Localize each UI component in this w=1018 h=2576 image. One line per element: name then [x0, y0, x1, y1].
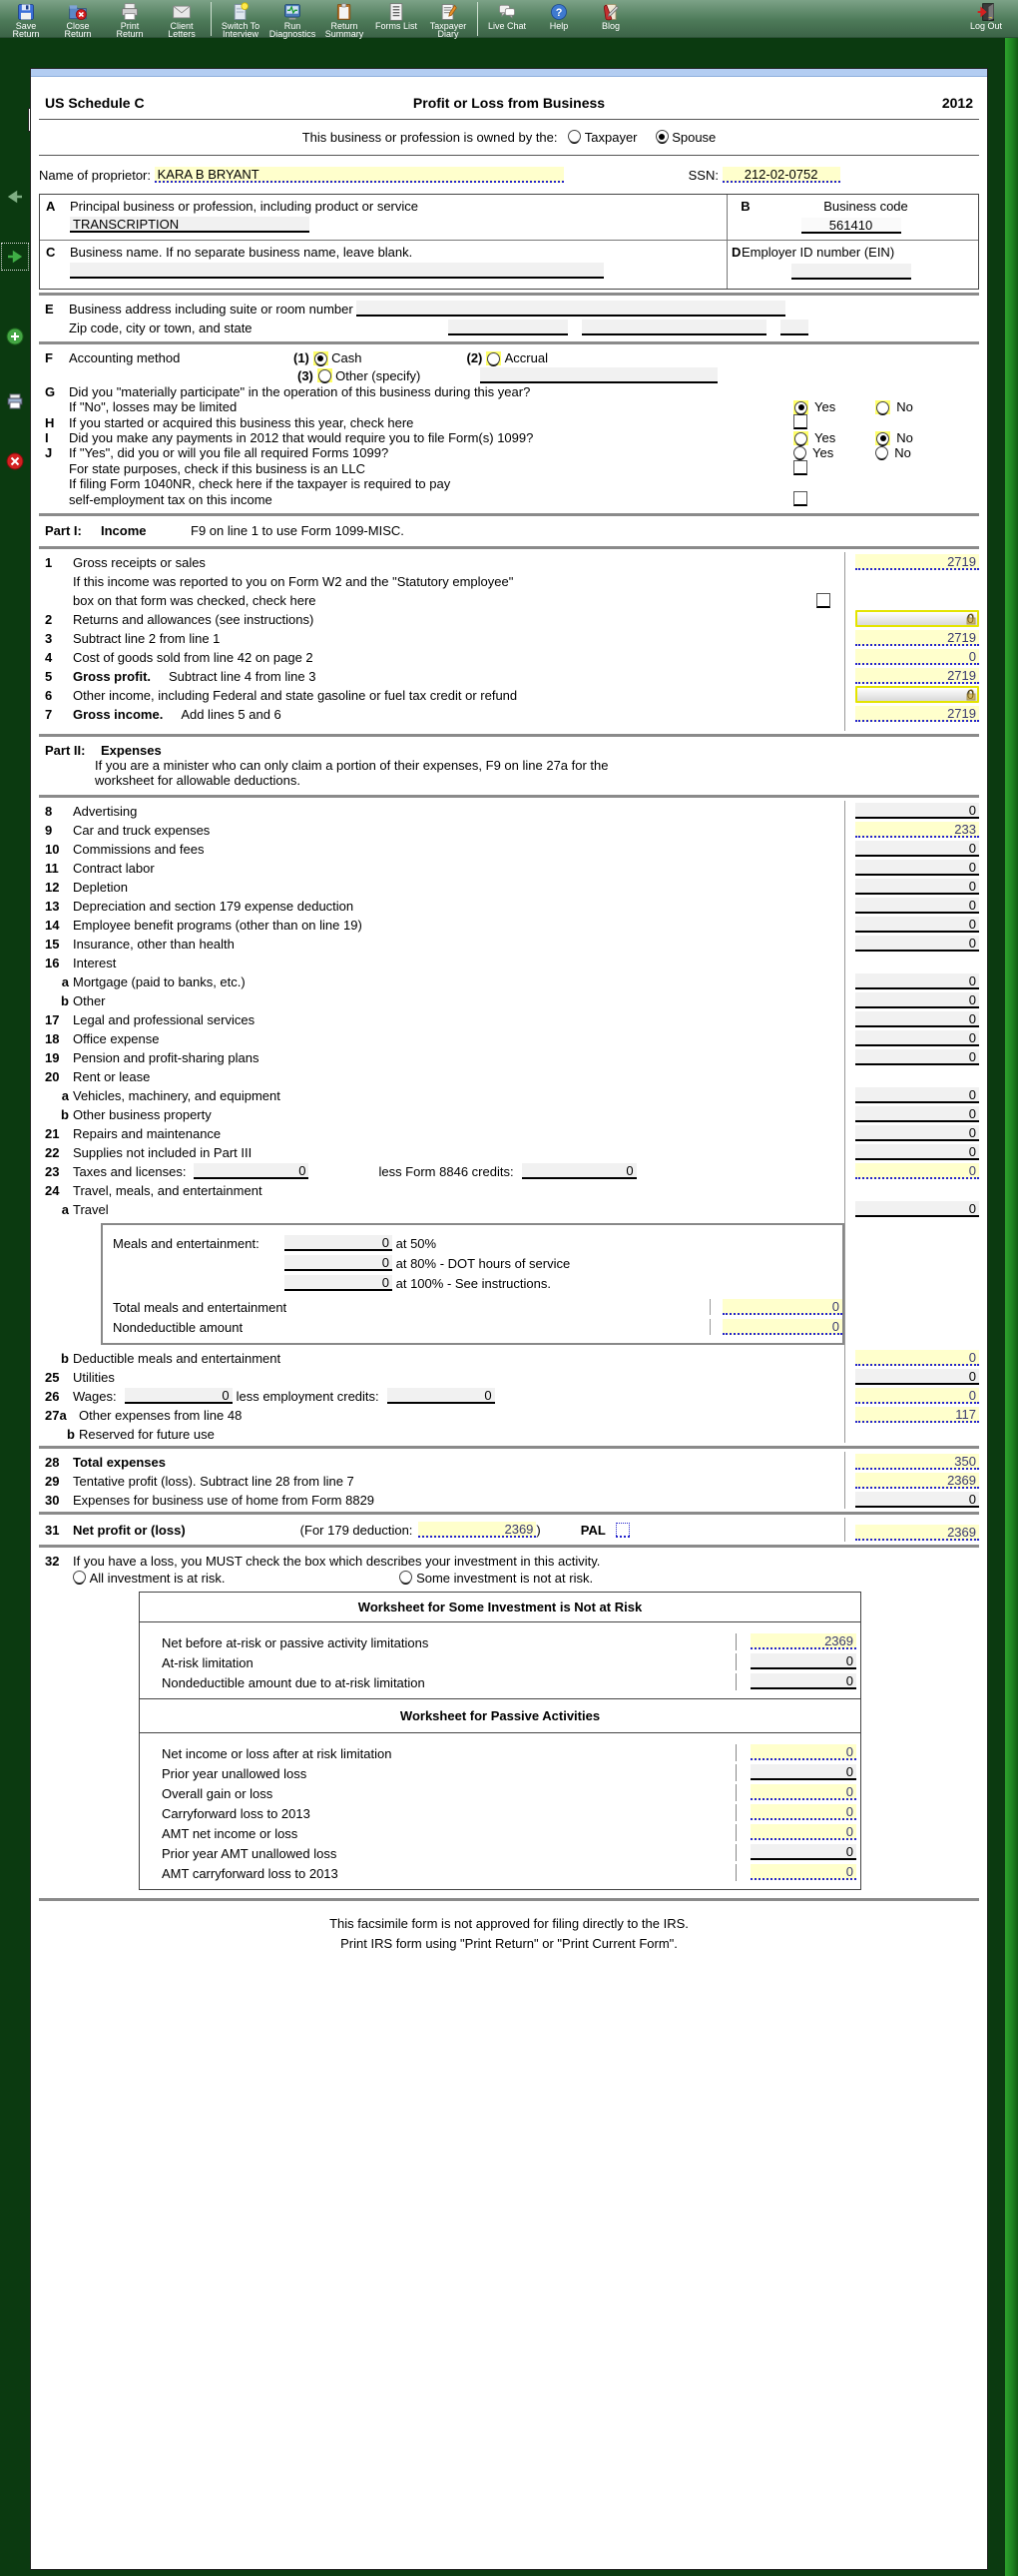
toolbar-label: Save	[15, 21, 37, 31]
main-toolbar	[0, 0, 1018, 38]
carryforward-loss-amount[interactable]: 0	[751, 1804, 856, 1820]
cash-option-label: Cash	[331, 350, 362, 365]
net-profit-label: Net profit or (loss)	[73, 1522, 186, 1538]
form-year: 2012	[941, 95, 973, 111]
schedule-c-form	[30, 68, 988, 2570]
line18-amount[interactable]: 0	[855, 1030, 979, 1046]
accrual-radio[interactable]	[487, 352, 500, 365]
footer-line-2: Print IRS form using "Print Return" or "Print Current Form".	[340, 1936, 678, 1951]
line6-amount[interactable]	[855, 686, 979, 703]
line8-amount[interactable]: 0	[855, 803, 979, 819]
line30-label: Expenses for business use of home from Form 8829	[73, 1493, 375, 1508]
part1-lines: 1 Gross receipts or sales 2719 If this income was reported to you on Form W2 and the "Statutory employee" box on that form was checked, check here 2 Returns and allowances (see instructions) 3 Subtract line 2 from line 1 2719 4 Cost of goods sold from line 42 on page 2 0 5 Gross profit. Subtract line 4 from line 3 2719 6 Other income, including Federal and state gasoline or fuel tax credit or refund 7 Gross income. Add lines 5 and 6 2719	[39, 552, 979, 731]
return-summary-button[interactable]: Return Summary	[318, 2, 370, 38]
material-participate-yes-radio[interactable]	[794, 401, 807, 414]
section-a-label: Principal business or profession, including product or service	[70, 199, 419, 214]
line27a-amount[interactable]: 117	[855, 1407, 979, 1423]
delete-form-icon[interactable]	[6, 452, 24, 470]
svg-text:?: ?	[555, 7, 563, 20]
pal-label: PAL	[580, 1522, 606, 1538]
nondeductible-atrisk-amount[interactable]: 0	[751, 1673, 856, 1689]
help-icon	[548, 2, 570, 22]
meals-box-row	[39, 1218, 979, 1348]
line21-amount[interactable]: 0	[855, 1125, 979, 1141]
line32-text: If you have a loss, you MUST check the box which describes your investment in this activity.	[73, 1554, 601, 1569]
line24a-amount[interactable]: 0	[855, 1201, 979, 1217]
form8846-credits-field[interactable]: 0	[522, 1163, 637, 1179]
zip-city-state-label: Zip code, city or town, and state	[69, 321, 253, 335]
owned-by-row	[39, 122, 979, 153]
total-meals-amount[interactable]: 0	[723, 1299, 842, 1315]
nr-row-1	[39, 476, 979, 491]
forward-arrow-icon[interactable]	[6, 248, 24, 266]
payments-1099-question: Did you make any payments in 2012 that would require you to file Form(s) 1099?	[69, 430, 534, 445]
line30-amount[interactable]: 0	[855, 1492, 979, 1508]
toolbar-separator	[211, 2, 212, 36]
zip-field[interactable]	[448, 320, 568, 335]
other-method-specify-field[interactable]	[480, 367, 718, 383]
part1-header: Part I: Income F9 on line 1 to use Form 1099-MISC.	[45, 523, 404, 538]
proprietor-label: Name of proprietor:	[39, 168, 151, 183]
footer-disclaimer	[39, 1904, 979, 1954]
footer-line-1: This facsimile form is not approved for filing directly to the IRS.	[329, 1916, 689, 1931]
line19-amount[interactable]: 0	[855, 1049, 979, 1065]
line6-label: Other income, including Federal and state gasoline or fuel tax credit or refund	[73, 688, 518, 703]
line26-amount[interactable]: 0	[855, 1388, 979, 1404]
help-button[interactable]: ? Help	[533, 2, 585, 30]
statutory-employee-note-1: If this income was reported to you on Form W2 and the "Statutory employee"	[73, 574, 514, 589]
line4-label: Cost of goods sold from line 42 on page 2	[73, 650, 313, 665]
all-at-risk-radio[interactable]	[73, 1571, 86, 1584]
other-method-label: Other (specify)	[335, 367, 421, 383]
print-form-icon[interactable]	[6, 392, 24, 410]
save-return-button[interactable]: Save Return	[0, 2, 52, 38]
amt-net-income-amount[interactable]: 0	[751, 1824, 856, 1840]
statutory-employee-note-2: box on that form was checked, check here	[73, 593, 316, 608]
form-scroll-strip[interactable]	[1005, 38, 1018, 2576]
forms-list-button[interactable]: Forms List	[370, 2, 422, 30]
line1-amount[interactable]: 2719	[855, 554, 979, 570]
file-1099-yes-radio[interactable]	[793, 446, 806, 459]
business-address-field[interactable]	[356, 301, 785, 317]
line28-label: Total expenses	[73, 1455, 166, 1470]
losses-limited-note: If "No", losses may be limited	[69, 399, 238, 414]
line7-label: Add lines 5 and 6	[181, 707, 281, 722]
wages-field[interactable]: 0	[125, 1388, 233, 1404]
ssn-field[interactable]: 212-02-0752	[723, 167, 840, 183]
file-1099-no-radio[interactable]	[875, 446, 888, 459]
atrisk-limitation-amount[interactable]: 0	[751, 1653, 856, 1669]
nondeductible-amount[interactable]: 0	[723, 1319, 842, 1335]
line20b-amount[interactable]: 0	[855, 1106, 979, 1122]
section-j: J If "Yes", did you or will you file all required Forms 1099? Yes No	[45, 445, 911, 460]
proprietor-name-field[interactable]: KARA B BRYANT	[155, 167, 564, 183]
taxpayer-diary-button[interactable]: Taxpayer Diary	[422, 2, 474, 38]
line2-label: Returns and allowances (see instructions)	[73, 612, 314, 627]
part2-lines: 8 Advertising 0 9 Car and truck expenses 233 10 Commissions and fees 0 11 Contract labor 0 12 Depletion 0 13 Depreciation and section 179 expense deduction 0 14 Employee benefit programs (other than on line 19) 0 15 Insurance, other than health 0 16 Interest a Mortgage (paid to banks, etc.) 0 b Other 0 17 Legal and professional services 0 18 Office expense 0 19 Pension and profit-sharing plans 0 20 Rent or lease a Vehicles, machinery, and equipment 0 b Other business property 0 21 Repairs and maintenance 0 22 Supplies not included in Part III 0 23 Taxes and licenses: 0 less Form 8846 credits: 0 0 24 Travel, meals, and entertainment a Travel 0 Meals and entertainment: 0 at 50% 0 at 80% - DOT hours of service 0 at 100% - See instructions. Total meals and entertainment 0 Nondeductible amount 0 b Deductible meals and entertainment 0 25 Utilities 0 26 Wages: 0 less employment credits: 0 0 27a Other expenses from line 48 117 b Reserved for future use	[39, 801, 979, 1443]
run-diagnostics-button[interactable]: Run Diagnostics	[266, 2, 318, 38]
deduction-179-field[interactable]: 2369	[418, 1522, 536, 1538]
principal-business-field[interactable]: TRANSCRIPTION	[70, 217, 309, 233]
business-name-field[interactable]	[70, 263, 604, 279]
state-field[interactable]	[780, 320, 808, 335]
line29-label: Tentative profit (loss). Subtract line 28 from line 7	[73, 1474, 354, 1489]
section-f: F Accounting method (1) Cash (2) Accrual (3) Other (specify)	[39, 347, 979, 384]
line11-amount[interactable]: 0	[855, 860, 979, 876]
switch-to-interview-icon	[230, 2, 252, 22]
line23-amount[interactable]: 0	[855, 1163, 979, 1179]
worksheet-not-at-risk: Worksheet for Some Investment is Not at Risk Net before at-risk or passive activity limitations 2369 At-risk limitation 0 Nondeductible amount due to at-risk limitation 0 Worksheet for Passive Activities Net income or loss after at risk limitation 0 Prior year unallowed loss 0 Overall gain or loss 0 Carryforward loss to 2013 0 AMT net income or loss 0 Prior year AMT unallowed loss 0 AMT carryforward loss to 2013 0	[139, 1592, 861, 1890]
cash-radio[interactable]	[314, 352, 327, 365]
totals-lines: 28 Total expenses 350 29 Tentative profit (loss). Subtract line 28 from line 7 2369 30 Expenses for business use of home from Form 8829 0	[39, 1452, 979, 1509]
business-info-box	[39, 194, 979, 290]
print-return-button[interactable]: Print Return	[104, 2, 156, 38]
llc-row	[39, 460, 979, 476]
section-e: E Business address including suite or room number Zip code, city or town, and state	[39, 299, 979, 338]
forms-list-icon	[385, 2, 407, 22]
section-g: G Did you "materially participate" in the operation of this business during this year? If "No", losses may be limited Yes No	[45, 384, 913, 414]
print-icon	[119, 2, 141, 22]
section-i: I Did you make any payments in 2012 that would require you to file Form(s) 1099? Yes No	[45, 430, 913, 445]
section-a: A Principal business or profession, including product or service TRANSCRIPTION	[46, 199, 419, 232]
logout-button[interactable]: Log Out	[960, 2, 1012, 30]
line25-amount[interactable]: 0	[855, 1369, 979, 1385]
line10-amount[interactable]: 0	[855, 841, 979, 857]
close-return-button[interactable]: Close Return	[52, 2, 104, 38]
material-participation-question: Did you "materially participate" in the operation of this business during this year?	[69, 384, 531, 399]
material-participate-no-radio[interactable]	[876, 401, 889, 414]
line31-amount[interactable]: 2369	[855, 1525, 979, 1541]
line32-block: 32 If you have a loss, you MUST check the box which describes your investment in this activity. All investment is at risk. Some investment is not at risk.	[45, 1554, 601, 1586]
spouse-option-label: Spouse	[672, 130, 717, 145]
section-b: B Business code 561410	[727, 195, 978, 240]
business-name-label: Business name. If no separate business name, leave blank.	[70, 245, 413, 260]
nondeductible-label: Nondeductible amount	[113, 1320, 244, 1335]
taxpayer-radio[interactable]	[568, 130, 581, 143]
line5-label: Subtract line 4 from line 3	[169, 669, 316, 684]
line26-row: 26 Wages: 0 less employment credits: 0 0	[39, 1386, 979, 1405]
payments-1099-yes-radio[interactable]	[794, 432, 807, 445]
form-id: US Schedule C	[45, 95, 145, 111]
line24b-amount[interactable]: 0	[855, 1350, 979, 1366]
nr-row-2	[39, 491, 979, 510]
llc-label: For state purposes, check if this business is an LLC	[69, 460, 365, 476]
live-chat-icon	[496, 2, 518, 22]
line16a-amount[interactable]: 0	[855, 973, 979, 989]
taxes-licenses-field[interactable]: 0	[194, 1163, 308, 1179]
total-meals-label: Total meals and entertainment	[113, 1300, 287, 1315]
part1-note: F9 on line 1 to use Form 1099-MISC.	[191, 523, 404, 538]
owned-by-label: This business or profession is owned by the:	[301, 130, 558, 145]
payments-1099-no-radio[interactable]	[876, 432, 889, 445]
started-business-label: If you started or acquired this business this year, check here	[69, 414, 414, 430]
line31-row: 31 Net profit or (loss) (For 179 deduction: 2369 ) PAL 2369	[39, 1518, 979, 1542]
switch-to-interview-button[interactable]: Switch To Interview	[215, 2, 266, 38]
line3-amount[interactable]: 2719	[855, 630, 979, 646]
ssn-label: SSN:	[688, 168, 719, 183]
meals-worksheet-box: Meals and entertainment: 0 at 50% 0 at 80% - DOT hours of service 0 at 100% - See instructions. Total meals and entertainment 0 Nondeductible amount 0	[101, 1223, 844, 1345]
line22-amount[interactable]: 0	[855, 1144, 979, 1160]
meals-80-field[interactable]: 0	[284, 1255, 392, 1271]
pal-checkbox[interactable]	[616, 1523, 630, 1538]
client-letters-icon	[171, 2, 193, 22]
business-code-field[interactable]: 561410	[801, 218, 901, 234]
employment-credits-field[interactable]: 0	[387, 1388, 495, 1404]
run-diagnostics-icon	[281, 2, 303, 22]
self-employment-tax-label: self-employment tax on this income	[69, 491, 272, 507]
part2-note-2: worksheet for allowable deductions.	[95, 773, 300, 788]
part2-header: Part II: Expenses If you are a minister who can only claim a portion of their expenses, F9 on line 27a for the worksheet for allowable deductions.	[39, 740, 979, 792]
llc-checkbox[interactable]	[793, 460, 807, 475]
blog-button[interactable]: Blog	[585, 2, 637, 30]
return-summary-icon	[333, 2, 355, 22]
net-before-atrisk-amount[interactable]: 2369	[751, 1633, 856, 1649]
file-1099-question: If "Yes", did you or will you file all required Forms 1099?	[69, 445, 389, 460]
line20a-amount[interactable]: 0	[855, 1087, 979, 1103]
line13-amount[interactable]: 0	[855, 898, 979, 914]
live-chat-button[interactable]: Live Chat	[481, 2, 533, 30]
prior-year-amt-unallowed-amount[interactable]: 0	[751, 1844, 856, 1860]
some-not-at-risk-label: Some investment is not at risk.	[416, 1571, 594, 1586]
add-form-icon[interactable]	[6, 327, 24, 345]
proprietor-row	[39, 158, 979, 190]
some-not-at-risk-radio[interactable]	[399, 1571, 412, 1584]
city-field[interactable]	[582, 320, 766, 335]
meals-100-field[interactable]: 0	[284, 1275, 392, 1291]
taxpayer-diary-icon	[437, 2, 459, 22]
line12-amount[interactable]: 0	[855, 879, 979, 895]
line9-amount[interactable]: 233	[855, 822, 979, 838]
line7-amount[interactable]: 2719	[855, 706, 979, 722]
amt-carryforward-amount[interactable]: 0	[751, 1864, 856, 1880]
part2-note-1: If you are a minister who can only claim a portion of their expenses, F9 on line 27a for the	[95, 758, 609, 773]
net-after-atrisk-amount[interactable]: 0	[751, 1744, 856, 1760]
form-1040nr-label: If filing Form 1040NR, check here if the taxpayer is required to pay	[69, 476, 451, 491]
section-d: D Employer ID number (EIN)	[727, 241, 978, 289]
save-icon	[15, 2, 37, 22]
line3-label: Subtract line 2 from line 1	[73, 631, 221, 646]
line5-amount[interactable]: 2719	[855, 668, 979, 684]
line16b-amount[interactable]: 0	[855, 992, 979, 1008]
prior-year-unallowed-loss-amount[interactable]: 0	[751, 1764, 856, 1780]
form-sidebar	[0, 38, 28, 2576]
form-header	[39, 81, 979, 117]
statutory-employee-checkbox[interactable]	[816, 593, 830, 608]
line23-row: 23 Taxes and licenses: 0 less Form 8846 credits: 0 0	[39, 1161, 979, 1180]
line17-amount[interactable]: 0	[855, 1011, 979, 1027]
line14-amount[interactable]: 0	[855, 917, 979, 933]
started-business-checkbox[interactable]	[793, 414, 807, 429]
accounting-method-label: Accounting method	[69, 350, 181, 365]
meals-50-field[interactable]: 0	[284, 1235, 392, 1251]
line1-label: Gross receipts or sales	[73, 555, 206, 570]
section-c: C Business name. If no separate business name, leave blank.	[40, 241, 727, 289]
worksheet2-title: Worksheet for Passive Activities	[140, 1699, 860, 1733]
line2-amount[interactable]	[855, 610, 979, 627]
form-title: Profit or Loss from Business	[412, 95, 606, 111]
blog-icon	[600, 2, 622, 22]
line15-amount[interactable]: 0	[855, 936, 979, 952]
all-at-risk-label: All investment is at risk.	[89, 1571, 226, 1586]
panel-top-bar	[31, 69, 987, 77]
taxpayer-option-label: Taxpayer	[584, 130, 638, 145]
spouse-radio[interactable]	[656, 130, 669, 143]
other-method-radio[interactable]	[318, 369, 331, 382]
deduction-179-label: (For 179 deduction:	[299, 1522, 413, 1538]
ein-field[interactable]	[791, 264, 911, 280]
meals-label: Meals and entertainment:	[113, 1236, 259, 1251]
line29-amount[interactable]: 2369	[855, 1473, 979, 1489]
section-h: H If you started or acquired this business this year, check here	[39, 414, 979, 430]
overall-gain-loss-amount[interactable]: 0	[751, 1784, 856, 1800]
toolbar-separator	[477, 2, 478, 36]
close-icon	[67, 2, 89, 22]
business-code-label: Business code	[823, 199, 908, 214]
back-arrow-icon[interactable]	[6, 188, 24, 206]
line28-amount[interactable]: 350	[855, 1454, 979, 1470]
client-letters-button[interactable]: Client Letters	[156, 2, 208, 38]
self-employment-tax-checkbox[interactable]	[793, 491, 807, 506]
business-address-label: Business address including suite or room number	[69, 302, 353, 317]
line4-amount[interactable]: 0	[855, 649, 979, 665]
accrual-option-label: Accrual	[504, 350, 548, 365]
logout-icon	[975, 2, 997, 22]
worksheet1-title: Worksheet for Some Investment is Not at Risk	[140, 1593, 860, 1622]
ein-label: Employer ID number (EIN)	[742, 245, 895, 260]
